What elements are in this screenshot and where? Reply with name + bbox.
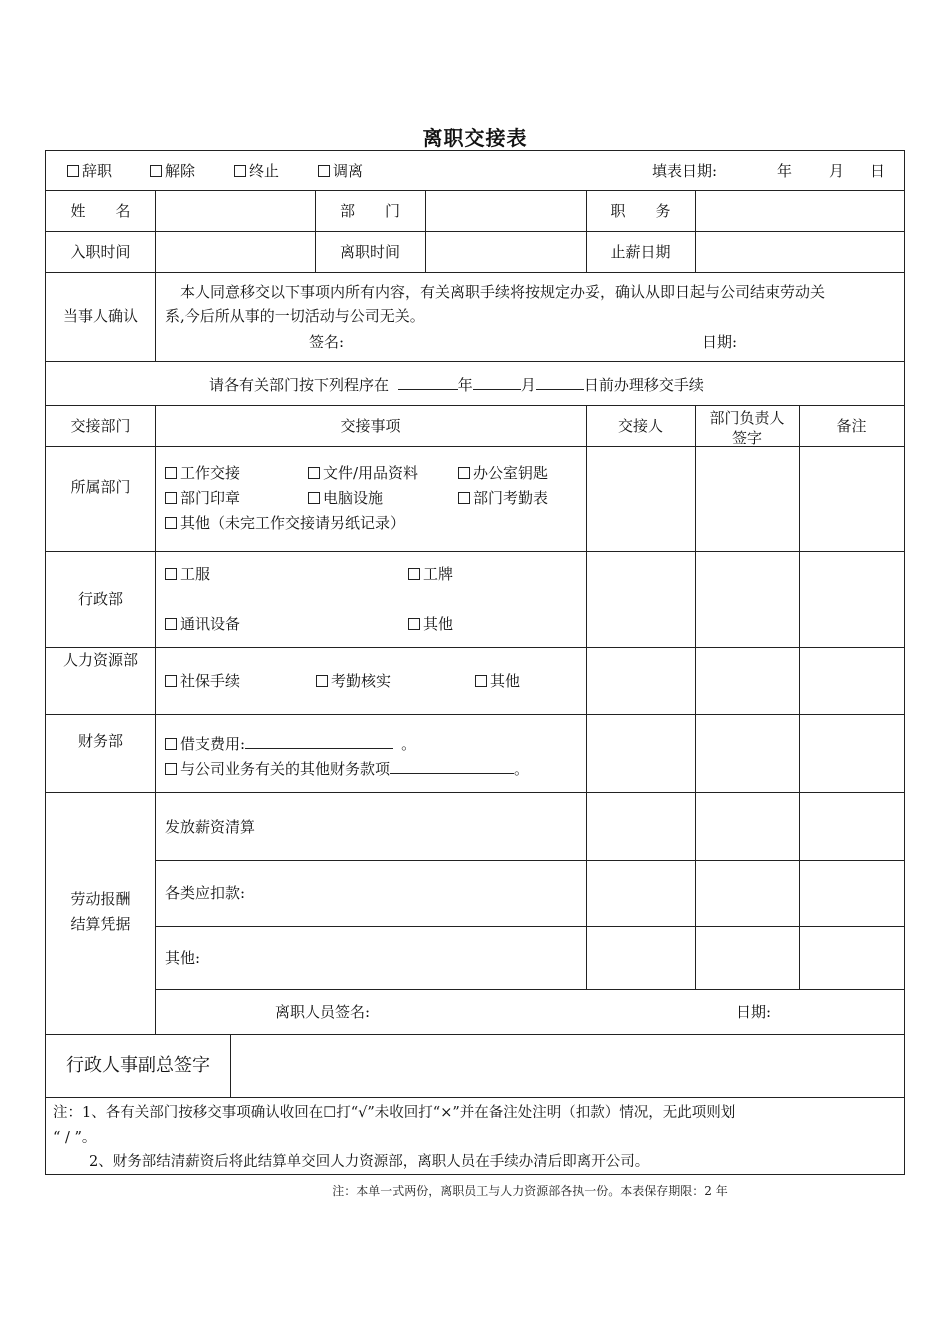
leaver-sign-label: 离职人员签名: — [275, 1003, 371, 1021]
confirm-date-label: 日期: — [702, 333, 738, 351]
option-terminate[interactable]: 终止 — [234, 161, 279, 181]
note-line1: 注：1、各有关部门按移交事项确认收回在☐打“√”未收回打“×”并在备注处注明（扣款）情况，无此项则划 — [53, 1105, 736, 1121]
item-attendance-sheet[interactable]: 部门考勤表 — [458, 488, 548, 508]
labor-label-line1: 劳动报酬 — [70, 890, 131, 908]
col-remark: 备注 — [836, 417, 867, 435]
fill-date-label: 填表日期: — [652, 162, 718, 180]
labor-label-line2: 结算凭据 — [70, 915, 131, 933]
loan-label: 借支费用: — [165, 735, 245, 753]
item-uniform[interactable]: 工服 — [165, 564, 210, 584]
col-dept: 交接部门 — [70, 417, 131, 435]
item-attendance-check[interactable]: 考勤核实 — [316, 671, 391, 691]
col-handler: 交接人 — [617, 417, 663, 435]
dept-label: 部 门 — [339, 202, 400, 220]
admin-label: 行政部 — [77, 590, 123, 608]
item-work-handover[interactable]: 工作交接 — [165, 463, 240, 483]
item-badge[interactable]: 工牌 — [408, 564, 453, 584]
instruction-suffix: 日前办理移交手续 — [583, 376, 704, 394]
finance-item-loan[interactable] — [165, 732, 416, 754]
salary-settlement: 发放薪资清算 — [165, 818, 256, 836]
option-transfer[interactable]: 调离 — [318, 161, 363, 181]
finance-other-end: 。 — [514, 760, 530, 778]
col-manager-sign-cell — [695, 406, 799, 446]
loan-end: 。 — [401, 735, 417, 753]
finance-label: 财务部 — [77, 732, 123, 750]
confirm-label: 当事人确认 — [62, 307, 138, 325]
leave-date-label: 离职时间 — [339, 243, 400, 261]
hire-date-label: 入职时间 — [70, 243, 131, 261]
own-dept-label: 所属部门 — [70, 478, 131, 496]
hr-label: 人力资源部 — [62, 651, 138, 669]
note-line1b: “ / ”。 — [53, 1130, 97, 1146]
footer-note: 注：本单一式两份，离职员工与人力资源部各执一份。本表保存期限：2 年 — [332, 1184, 728, 1198]
item-dept-seal[interactable]: 部门印章 — [165, 488, 240, 508]
item-admin-other[interactable]: 其他 — [408, 614, 453, 634]
item-social-insurance[interactable]: 社保手续 — [165, 671, 240, 691]
instruction-year: 年 — [457, 376, 473, 394]
fill-date-month: 月 — [829, 162, 845, 180]
confirm-sign-label: 签名: — [309, 333, 345, 351]
col-items: 交接事项 — [340, 417, 401, 435]
name-label: 姓 名 — [70, 202, 131, 220]
deductions: 各类应扣款: — [165, 884, 246, 902]
fill-date-year: 年 — [777, 162, 793, 180]
leaver-date-label: 日期: — [736, 1003, 772, 1021]
option-resign[interactable]: 辞职 — [67, 161, 112, 181]
confirm-text-line2: 系,今后所从事的一切活动与公司无关。 — [165, 307, 425, 325]
item-comm-device[interactable]: 通讯设备 — [165, 614, 240, 634]
instruction-line — [209, 373, 704, 395]
item-documents[interactable]: 文件/用品资料 — [308, 463, 418, 483]
finance-item-other[interactable] — [165, 757, 529, 779]
item-other-work[interactable]: 其他（未完工作交接请另纸记录） — [165, 513, 405, 533]
pay-end-label: 止薪日期 — [610, 243, 671, 261]
handover-form — [45, 150, 905, 1175]
labor-other: 其他: — [165, 949, 201, 967]
item-office-key[interactable]: 办公室钥匙 — [458, 463, 548, 483]
col-manager-sign: 部门负责人签字 — [709, 409, 785, 446]
fill-date-day: 日 — [870, 162, 886, 180]
option-dismiss[interactable]: 解除 — [150, 161, 195, 181]
confirm-text-line1: 本人同意移交以下事项内所有内容，有关离职手续将按规定办妥，确认从即日起与公司结束劳动关 — [180, 283, 826, 301]
finance-other-label: 与公司业务有关的其他财务款项 — [165, 760, 390, 778]
item-hr-other[interactable]: 其他 — [475, 671, 520, 691]
instruction-month: 月 — [520, 376, 536, 394]
instruction-prefix: 请各有关部门按下列程序在 — [209, 376, 390, 394]
item-computer[interactable]: 电脑设施 — [308, 488, 383, 508]
form-title: 离职交接表 — [422, 126, 528, 150]
note-line2: 2、财务部结清薪资后将此结算单交回人力资源部，离职人员在手续办清后即离开公司。 — [89, 1154, 650, 1170]
position-label: 职 务 — [610, 202, 671, 220]
vp-sign-label: 行政人事副总签字 — [66, 1055, 210, 1076]
